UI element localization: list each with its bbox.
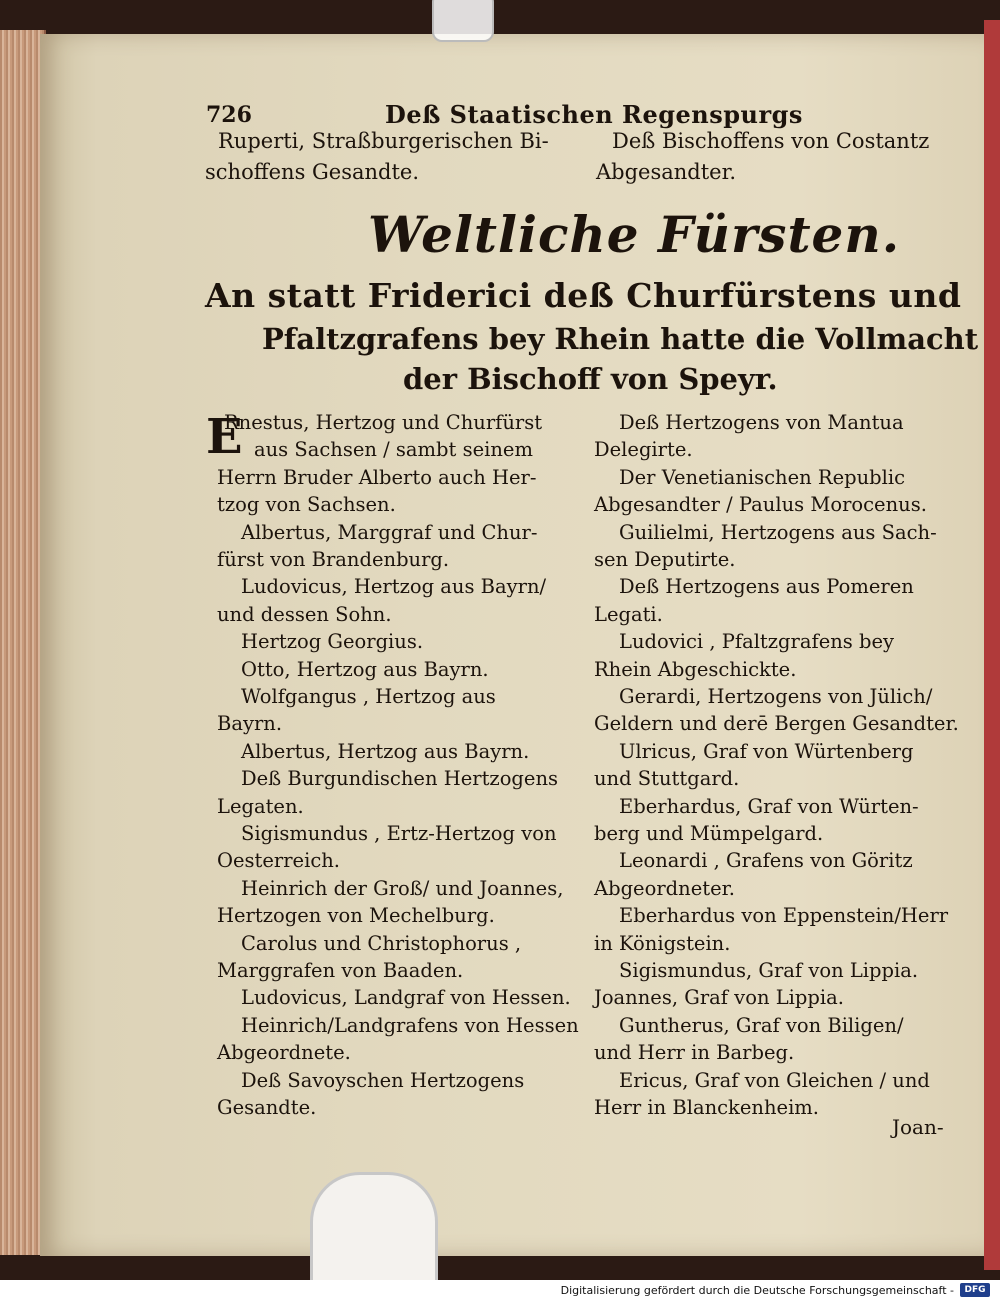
right-column-line: Eberhardus von Eppenstein/Herr — [619, 904, 949, 928]
left-column-line: Deß Savoyschen Hertzogens — [241, 1068, 525, 1092]
section-subheading: der Bischoff von Speyr. — [403, 362, 778, 396]
left-column-line: aus Sachsen / sambt seinem — [254, 438, 533, 462]
left-column-line: Sigismundus , Ertz-Hertzog von — [241, 822, 557, 845]
left-column-line: Ludovicus, Landgraf von Hessen. — [241, 986, 571, 1010]
right-column-line: Deß Hertzogens aus Pomeren — [619, 575, 914, 599]
right-column-line: berg und Mümpelgard. — [594, 822, 824, 845]
page-clip-top — [432, 0, 494, 42]
right-column-line: in Königstein. — [594, 931, 731, 955]
top-right-line: Deß Bischoffens von Costantz — [612, 129, 930, 153]
section-subheading: Pfaltzgrafens bey Rhein hatte die Vollmacht — [262, 322, 979, 356]
left-column-line: Heinrich/Landgrafens von Hessen — [241, 1013, 579, 1037]
right-column-line: Joannes, Graf von Lippia. — [594, 986, 844, 1010]
page-number: 726 — [206, 102, 252, 128]
page-clip-bottom — [310, 1172, 438, 1285]
right-column-line: Rhein Abgeschickte. — [594, 657, 797, 681]
right-column-line: Abgeordneter. — [594, 876, 735, 900]
book-cover-edge — [984, 20, 1000, 1270]
right-column-line: Gerardi, Hertzogens von Jülich/ — [619, 685, 933, 708]
funding-credit: Digitalisierung gefördert durch die Deutsche Forschungsgemeinschaft - — [560, 1284, 954, 1297]
left-column-line: und dessen Sohn. — [217, 602, 392, 626]
left-column-line: Herrn Bruder Alberto auch Her- — [217, 465, 537, 489]
right-column-line: Abgesandter / Paulus Morocenus. — [594, 493, 927, 517]
left-column-line: Deß Burgundischen Hertzogens — [241, 767, 559, 791]
left-column-line: fürst von Brandenburg. — [217, 548, 450, 571]
right-column-line: Geldern und derē Bergen Gesandter. — [594, 712, 959, 736]
left-column-line: Albertus, Hertzog aus Bayrn. — [241, 739, 530, 763]
right-column-line: Guntherus, Graf von Biligen/ — [619, 1013, 904, 1037]
left-column-line: Hertzog Georgius. — [241, 630, 424, 654]
left-column-line: Heinrich der Groß/ und Joannes, — [241, 876, 564, 900]
drop-cap: E — [206, 409, 243, 465]
dfg-logo: DFG — [960, 1283, 990, 1297]
left-column-line: Gesandte. — [217, 1096, 317, 1119]
top-right-line: Abgesandter. — [596, 160, 737, 184]
left-column-line: Hertzogen von Mechelburg. — [217, 904, 495, 928]
catchword: Joan- — [892, 1115, 944, 1139]
right-column-line: Ericus, Graf von Gleichen / und — [619, 1068, 930, 1092]
left-column-line: Ludovicus, Hertzog aus Bayrn/ — [241, 575, 547, 599]
top-left-line: Ruperti, Straßburgerischen Bi- — [218, 129, 549, 153]
left-column-line: Bayrn. — [217, 712, 283, 736]
right-column-line: Legati. — [594, 602, 663, 626]
right-column-line: Eberhardus, Graf von Würten- — [619, 794, 919, 818]
right-column-line: und Stuttgard. — [594, 767, 740, 791]
left-column-line: Oesterreich. — [217, 849, 341, 873]
left-column-line: Marggrafen von Baaden. — [217, 959, 464, 982]
top-left-line: schoffens Gesandte. — [205, 160, 420, 184]
right-column-line: Ludovici , Pfaltzgrafens bey — [619, 630, 895, 654]
left-column-line: Wolfgangus , Hertzog aus — [241, 685, 496, 708]
right-column-line: Delegirte. — [594, 438, 693, 462]
left-column-line: Carolus und Christophorus , — [241, 931, 522, 955]
right-column-line: Ulricus, Graf von Würtenberg — [619, 739, 914, 763]
left-column-line: Abgeordnete. — [217, 1041, 351, 1065]
left-column-line: Legaten. — [217, 794, 304, 818]
right-column-line: Der Venetianischen Republic — [619, 465, 906, 489]
right-column-line: Leonardi , Grafens von Göritz — [619, 849, 913, 873]
section-heading: Weltliche Fürsten. — [368, 205, 901, 264]
right-column-line: Herr in Blanckenheim. — [594, 1096, 819, 1119]
right-column-line: und Herr in Barbeg. — [594, 1041, 795, 1065]
section-subheading: An statt Friderici deß Churfürstens und — [205, 276, 962, 315]
left-column-line: Rnestus, Hertzog und Churfürst — [224, 411, 543, 434]
right-column-line: Sigismundus, Graf von Lippia. — [619, 959, 919, 982]
left-column-line: tzog von Sachsen. — [217, 493, 396, 517]
right-column-line: Deß Hertzogens von Mantua — [619, 411, 904, 434]
right-column-line: sen Deputirte. — [594, 548, 736, 571]
left-column-line: Otto, Hertzog aus Bayrn. — [241, 657, 489, 681]
right-column-line: Guilielmi, Hertzogens aus Sach- — [619, 520, 937, 544]
left-column-line: Albertus, Marggraf und Chur- — [241, 520, 538, 544]
running-title: Deß Staatischen Regenspurgs — [385, 100, 803, 129]
